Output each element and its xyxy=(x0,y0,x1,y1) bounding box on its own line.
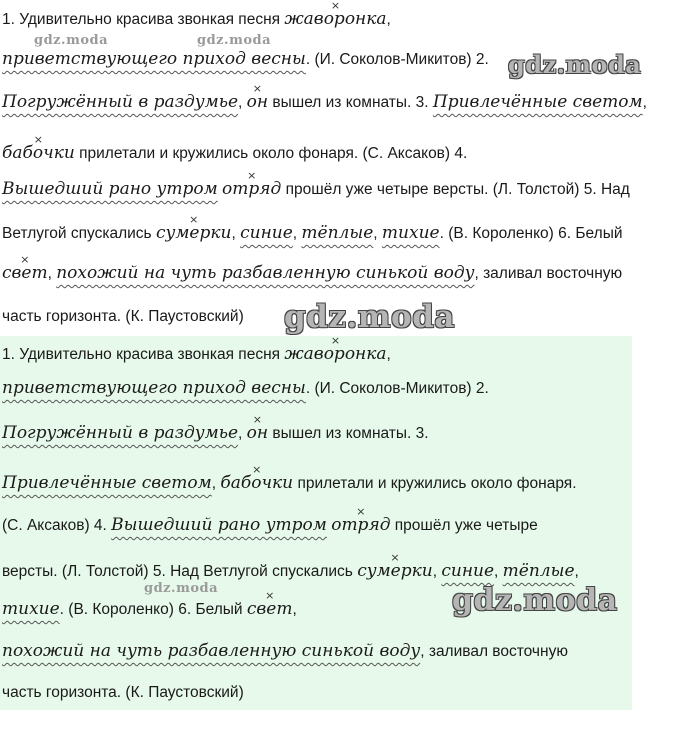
participle-phrase: похожий на чуть разбавленную синькой воду xyxy=(2,641,421,661)
text: прилетали и кружились около фонаря. (С. Аксаков) 4. xyxy=(74,145,468,162)
text: , xyxy=(642,94,647,111)
subject-word: × жаворонка xyxy=(284,344,386,364)
adjective-word: тёплые xyxy=(301,223,374,243)
watermark: gdz.moda xyxy=(144,581,219,596)
adjective-word: тихие xyxy=(2,599,60,619)
text: прилетали и кружились около фонаря. xyxy=(293,475,577,492)
text: , xyxy=(292,225,302,242)
watermark: gdz.moda xyxy=(197,33,272,48)
text: , xyxy=(238,425,247,442)
participle-phrase: Погружённый в раздумье xyxy=(2,423,239,443)
watermark: gdz.moda xyxy=(284,299,455,335)
participle-phrase: Привлечённые светом xyxy=(2,473,212,493)
adjective-word: синие xyxy=(240,223,293,243)
participle-phrase: Привлечённые светом xyxy=(432,92,643,112)
text-line xyxy=(2,599,297,620)
watermark: gdz.moda xyxy=(452,583,618,618)
text: прошёл уже четыре версты. (Л. Толстой) 5. Над xyxy=(281,181,630,198)
subject-word: × отряд xyxy=(222,179,281,199)
text: . (И. Соколов-Микитов) 2. xyxy=(305,51,489,68)
text-line xyxy=(2,143,467,164)
subject-word: × свет xyxy=(2,263,48,283)
text-line xyxy=(2,344,391,365)
subject-word: × отряд xyxy=(331,515,390,535)
text: . (В. Короленко) 6. Белый xyxy=(439,225,623,242)
participle-phrase: Погружённый в раздумье xyxy=(2,92,239,112)
text-line xyxy=(2,9,391,30)
text: , xyxy=(231,225,241,242)
text: , xyxy=(292,601,297,618)
text: часть горизонта. (К. Паустовский) xyxy=(2,308,244,325)
subject-word: × свет xyxy=(247,599,293,619)
participle-phrase: Вышедший рано утром xyxy=(2,179,218,199)
text-block-highlighted xyxy=(0,336,632,710)
adjective-word: тёплые xyxy=(502,561,575,581)
text: вышел из комнаты. 3. xyxy=(268,94,433,111)
text: , xyxy=(47,265,57,282)
subject-word: × сумерки xyxy=(156,223,232,243)
participle-phrase: приветствующего приход весны xyxy=(2,49,306,69)
text: вышел из комнаты. 3. xyxy=(268,425,429,442)
text: прошёл уже четыре xyxy=(390,517,538,534)
text-line xyxy=(2,179,630,200)
subject-word: × жаворонка xyxy=(284,9,386,29)
text-line xyxy=(2,641,568,662)
text: 1. Удивительно красива звонкая песня xyxy=(2,11,285,28)
text: . (В. Короленко) 6. Белый xyxy=(59,601,247,618)
participle-phrase: Вышедший рано утром xyxy=(111,515,327,535)
watermark: gdz.moda xyxy=(508,50,642,79)
text: , заливал восточную xyxy=(420,643,568,660)
text: версты. (Л. Толстой) 5. Над Ветлугой спускались xyxy=(2,563,358,580)
subject-word: × бабочки xyxy=(220,473,293,493)
text: , xyxy=(211,475,221,492)
text-line xyxy=(2,473,577,494)
text: , xyxy=(494,563,503,580)
subject-word: × он xyxy=(247,423,268,443)
text: 1. Удивительно красива звонкая песня xyxy=(2,346,285,363)
text-line xyxy=(2,92,647,113)
text-line xyxy=(2,49,489,70)
text-line xyxy=(2,515,538,536)
text: , xyxy=(574,563,579,580)
subject-word: × он xyxy=(247,92,268,112)
text-line xyxy=(2,307,244,327)
text: , xyxy=(432,563,442,580)
text: , xyxy=(238,94,247,111)
text-line xyxy=(2,683,244,703)
text-line xyxy=(2,378,489,399)
text-line xyxy=(2,423,429,444)
watermark: gdz.moda xyxy=(34,33,109,48)
text: , заливал восточную xyxy=(474,265,623,282)
text: . (И. Соколов-Микитов) 2. xyxy=(305,380,489,397)
participle-phrase: приветствующего приход весны xyxy=(2,378,306,398)
text: , xyxy=(386,346,391,363)
text-line xyxy=(2,263,622,284)
text: , xyxy=(386,11,391,28)
adjective-word: тихие xyxy=(381,223,440,243)
text: (С. Аксаков) 4. xyxy=(2,517,112,534)
subject-word: × сумерки xyxy=(357,561,433,581)
text: часть горизонта. (К. Паустовский) xyxy=(2,684,244,701)
adjective-word: синие xyxy=(441,561,495,581)
text: , xyxy=(373,225,382,242)
text-line xyxy=(2,561,579,582)
participle-phrase: похожий на чуть разбавленную синькой воду xyxy=(56,263,475,283)
text-line xyxy=(2,223,623,244)
subject-word: × бабочки xyxy=(2,143,75,163)
text: Ветлугой спускались xyxy=(2,225,156,242)
